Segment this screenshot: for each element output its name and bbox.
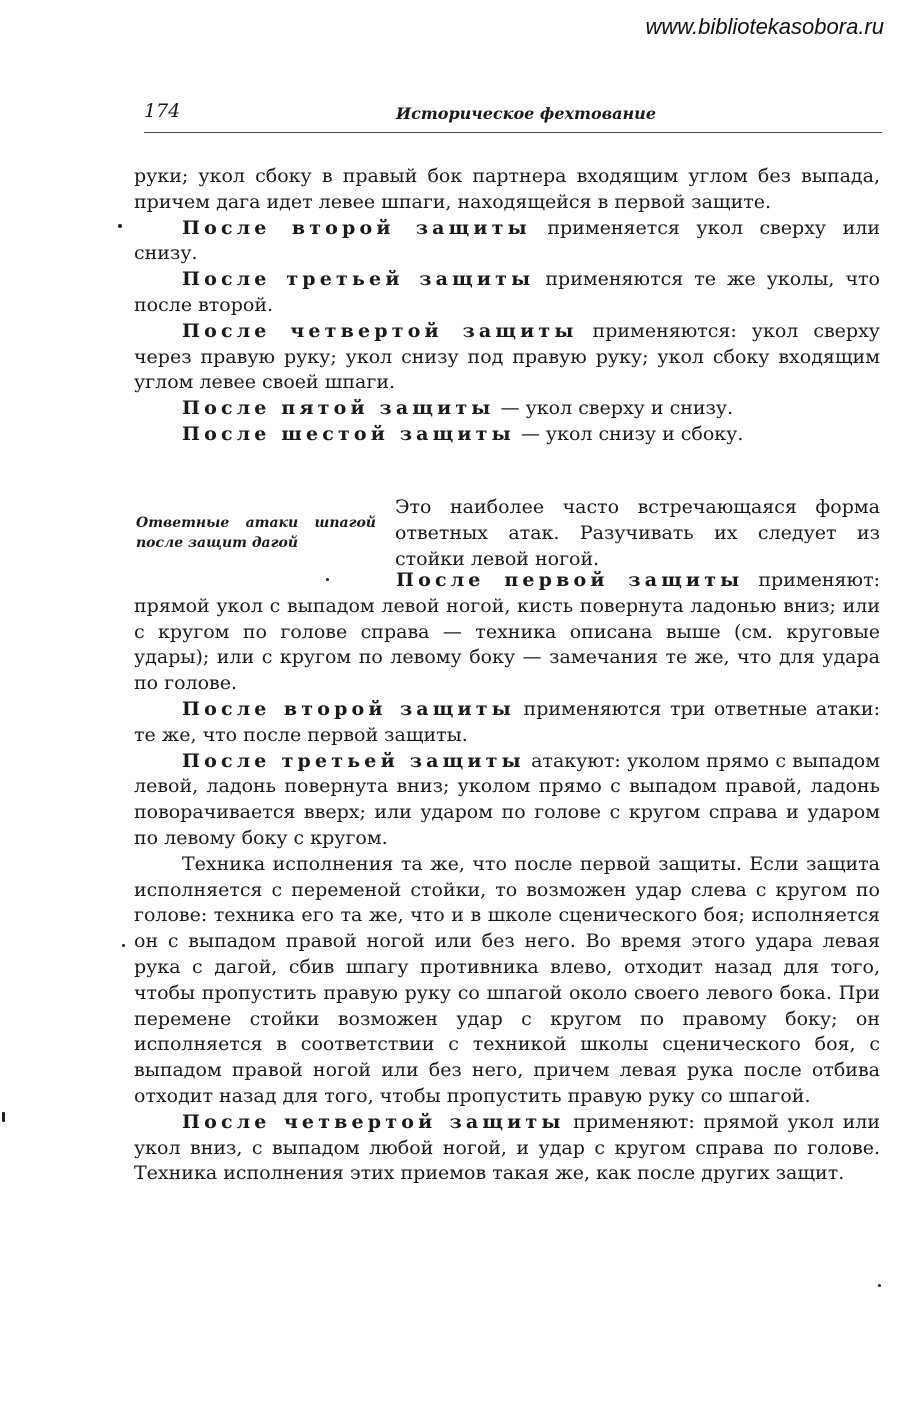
paragraph-lead: После второй защиты: [182, 216, 531, 239]
text-block-top: [134, 164, 880, 448]
text-block-bottom: [134, 568, 880, 1187]
scan-speck: [2, 1112, 5, 1122]
scan-speck: [118, 224, 122, 228]
paragraph-lead: После пятой защиты: [182, 397, 495, 420]
paragraph: После первой защиты применяют: прямой укол с выпадом левой ногой, кисть повернута ладонью вниз; или с кругом по голове справа — техника описана выше (см. круговые удары); или с кругом по левому боку — замечания те же, что для удара по голове.: [134, 569, 880, 695]
paragraph: руки; укол сбоку в правый бок партнера входящим углом без выпада, причем дага идет левее шпаги, находящейся в первой защите.: [134, 165, 880, 213]
paragraph: Техника исполнения та же, что после первой защиты. Если защита исполняется с переменой стойки, то возможен удар слева с кругом по голове: техника его та же, что и в школе сценического боя; исполняется он с выпадом правой ногой или без него. Во время этого удара левая рука с дагой, сбив шпагу противника влево, отходит назад для того, чтобы пропустить правую руку со шпагой около своего левого бока. При перемене стойки возможен удар с кругом по правому боку; он исполняется в соответствии с техникой школы сценического боя, с выпадом правой ногой или без него, причем левая рука после отбива отходит назад для того, чтобы пропустить правую руку со шпагой.: [134, 852, 880, 1107]
paragraph: После четвертой защиты применяют: прямой укол или укол вниз, с выпадом любой ногой, и удар с кругом справа по голове. Техника исполнения этих приемов такая же, как после других защит.: [134, 1110, 880, 1185]
paragraph: После четвертой защиты применяются: укол сверху через правую руку; укол снизу под правую руку; укол сбоку входящим углом левее своей шпаги.: [134, 319, 880, 394]
running-header: [144, 98, 882, 133]
paragraph: После пятой защиты — укол сверху и снизу.: [182, 397, 734, 420]
scan-speck: [122, 944, 125, 947]
paragraph-lead: После первой защиты: [396, 569, 744, 591]
paragraph: После второй защиты применяются три ответные атаки: те же, что после первой защиты.: [134, 697, 880, 746]
paragraph: После третьей защиты атакуют: уколом прямо с выпадом левой, ладонь повернута вниз; уколом прямо с выпадом правой, ладонь поворачивается вверх; или ударом по голове с кругом справа и ударом по левому боку с кругом.: [134, 749, 880, 849]
paragraph-lead: После четвертой защиты: [182, 319, 578, 342]
site-watermark: www.bibliotekasobora.ru: [645, 14, 884, 39]
scan-speck: [326, 578, 329, 581]
paragraph-lead: После третьей защиты: [182, 268, 535, 291]
paragraph-lead: После второй защиты: [182, 697, 515, 720]
section-margin-heading: Ответные атаки шпагой после защит дагой: [136, 515, 376, 551]
paragraph: После третьей защиты применяются те же уколы, что после второй.: [134, 268, 880, 316]
page-number: 174: [144, 100, 181, 122]
scan-speck: [878, 1284, 881, 1287]
paragraph: После второй защиты применяется укол сверху или снизу.: [134, 216, 880, 265]
paragraph-lead: После четвертой защиты: [182, 1110, 565, 1133]
paragraph-lead: После третьей защиты: [182, 749, 525, 772]
paragraph: После шестой защиты — укол снизу и сбоку.: [182, 422, 744, 445]
running-title: Историческое фехтование: [396, 104, 656, 123]
paragraph: Это наиболее часто встречающаяся форма ответных атак. Разучивать их следует из стойки левой ногой.: [395, 496, 880, 570]
section-intro: [395, 495, 880, 572]
paragraph-lead: После шестой защиты: [182, 422, 515, 445]
